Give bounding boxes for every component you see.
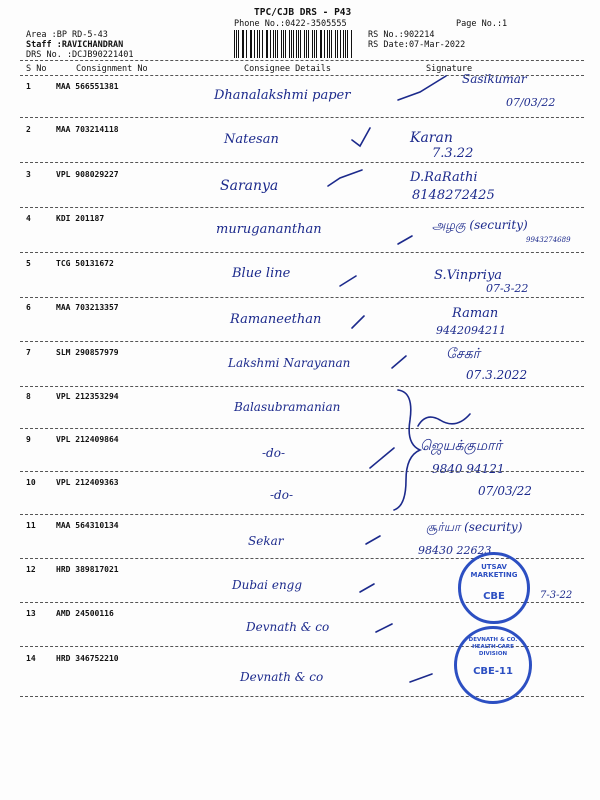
barcode-bar — [234, 30, 235, 58]
barcode-bar — [277, 30, 278, 58]
row-divider — [20, 162, 584, 163]
consignee-name: Dubai engg — [232, 578, 303, 592]
receiver-signature: Sasikumar — [462, 72, 527, 86]
barcode-bar — [281, 30, 282, 58]
consignee-name: -do- — [270, 488, 294, 502]
row-number: 14 — [26, 654, 36, 663]
phone-note: 8148272425 — [412, 188, 495, 203]
staff-label: Staff :RAVICHANDRAN — [26, 40, 124, 50]
tick-mark — [376, 624, 392, 632]
barcode-bar — [345, 30, 346, 58]
stamp-center-text: CBE — [483, 591, 505, 602]
consignment-number: VPL 212409363 — [56, 478, 119, 487]
row-number: 11 — [26, 521, 36, 530]
delivery-date-note: 7-3-22 — [540, 590, 573, 601]
tick-mark — [352, 316, 364, 328]
delivery-date-note: 07.3.2022 — [466, 368, 528, 382]
consignee-name: murugananthan — [216, 222, 322, 237]
delivery-date-note: 7.3.22 — [432, 146, 474, 161]
rs-date: RS Date:07-Mar-2022 — [368, 40, 466, 50]
delivery-date-note: 07/03/22 — [506, 96, 556, 109]
tick-mark — [352, 128, 370, 146]
consignee-name: -do- — [262, 446, 286, 460]
barcode-bar — [335, 30, 336, 58]
row-number: 3 — [26, 170, 31, 179]
consignee-name: Lakshmi Narayanan — [228, 356, 351, 370]
row-divider — [20, 514, 584, 515]
stamp-center-text: CBE-11 — [473, 666, 513, 677]
row-divider — [20, 207, 584, 208]
receiver-signature: S.Vinpriya — [434, 268, 503, 283]
row-divider — [20, 252, 584, 253]
consignee-name: Sekar — [248, 534, 284, 548]
consignee-name: Ramaneethan — [230, 312, 322, 327]
delivery-date-note: 07-3-22 — [486, 282, 529, 295]
bracket-brace — [394, 390, 420, 510]
row-number: 6 — [26, 303, 31, 312]
row-number: 8 — [26, 392, 31, 401]
row-number: 7 — [26, 348, 31, 357]
tick-mark — [340, 276, 356, 286]
barcode-bar — [337, 30, 338, 58]
row-number: 9 — [26, 435, 31, 444]
barcode-bar — [320, 30, 321, 58]
drs-number: DRS No. :DCJB90221401 — [26, 50, 134, 60]
row-number: 2 — [26, 125, 31, 134]
barcode-bar — [296, 30, 297, 58]
col-consignment: Consignment No — [76, 64, 148, 74]
receiver-signature: ஜெயக்குமார் — [420, 438, 502, 454]
consignee-name: Devnath & co — [246, 620, 330, 634]
barcode-bar — [327, 30, 328, 58]
col-consignee: Consignee Details — [244, 64, 331, 74]
rs-number: RS No.:902214 — [368, 30, 435, 40]
barcode — [234, 30, 352, 58]
header-divider — [20, 60, 584, 61]
tick-mark — [328, 170, 362, 186]
tick-mark — [360, 584, 374, 592]
phone-note: 9442094211 — [436, 324, 506, 337]
row-number: 13 — [26, 609, 36, 618]
row-divider — [20, 471, 584, 472]
col-sno: S No — [26, 64, 47, 74]
page-number: Page No.:1 — [456, 19, 508, 29]
consignment-number: SLM 290857979 — [56, 348, 119, 357]
row-divider — [20, 386, 584, 387]
consignment-number: VPL 212353294 — [56, 392, 119, 401]
sheet-title: TPC/CJB DRS - P43 — [254, 7, 352, 18]
phone-note: 98430 22623 — [418, 544, 492, 557]
tick-mark — [370, 448, 394, 468]
barcode-bar — [262, 30, 263, 58]
consignee-name: Balasubramanian — [234, 400, 341, 414]
consignment-number: TCG 50131672 — [56, 259, 114, 268]
row-divider — [20, 117, 584, 118]
delivery-date-note: 07/03/22 — [478, 484, 532, 498]
consignment-number: MAA 703213357 — [56, 303, 119, 312]
tick-mark — [398, 236, 412, 244]
consignment-number: HRD 389817021 — [56, 565, 119, 574]
barcode-bar — [254, 30, 255, 58]
consignee-name: Devnath & co — [240, 670, 324, 684]
row-number: 1 — [26, 82, 31, 91]
consignment-number: AMD 24500116 — [56, 609, 114, 618]
receiver-signature: D.RaRathi — [410, 170, 478, 185]
receiver-signature: சூர்யா (security) — [426, 520, 523, 534]
consignment-number: MAA 703214118 — [56, 125, 119, 134]
row-number: 12 — [26, 565, 36, 574]
consignee-name: Blue line — [232, 266, 291, 281]
stamp-ring-text: UTSAV MARKETING — [470, 563, 518, 579]
barcode-bar — [243, 30, 244, 58]
consignment-number: VPL 212409864 — [56, 435, 119, 444]
consignment-number: MAA 564310134 — [56, 521, 119, 530]
utsav-marketing-stamp — [458, 552, 530, 624]
row-number: 10 — [26, 478, 36, 487]
barcode-bar — [300, 30, 301, 58]
barcode-bar — [242, 30, 243, 58]
row-divider — [20, 297, 584, 298]
row-number: 5 — [26, 259, 31, 268]
tick-mark — [392, 356, 406, 368]
consignee-name: Natesan — [224, 132, 279, 147]
consignee-name: Dhanalakshmi paper — [214, 88, 351, 103]
receiver-signature: Raman — [452, 306, 499, 321]
receiver-signature: அழகு (security) — [432, 218, 528, 232]
receiver-signature: Karan — [410, 130, 453, 146]
consignment-number: MAA 566551381 — [56, 82, 119, 91]
barcode-bar — [270, 30, 271, 58]
consignment-number: KDI 201187 — [56, 214, 105, 223]
barcode-bar — [285, 30, 286, 58]
tick-mark — [398, 76, 446, 100]
consignee-name: Saranya — [220, 178, 279, 194]
barcode-bar — [257, 30, 258, 58]
signature-scribble — [418, 414, 470, 426]
row-number: 4 — [26, 214, 31, 223]
area-label: Area :BP RD-5-43 — [26, 30, 108, 40]
consignment-number: HRD 346752210 — [56, 654, 119, 663]
stamp-ring-text: DEVNATH & CO. HEALTH CARE DIVISION — [468, 637, 518, 657]
phone-note: 9840 94121 — [432, 462, 505, 476]
receiver-signature: சேகர் — [446, 346, 480, 362]
tick-mark — [366, 536, 380, 544]
phone-note: 9943274689 — [526, 236, 571, 244]
barcode-bar — [304, 30, 305, 58]
phone-number: Phone No.:0422-3505555 — [234, 19, 347, 29]
col-signature: Signature — [426, 64, 473, 74]
barcode-bar — [312, 30, 313, 58]
row-divider — [20, 341, 584, 342]
row-divider — [20, 428, 584, 429]
consignment-number: VPL 908029227 — [56, 170, 119, 179]
devnath-company-stamp — [454, 626, 532, 704]
tick-mark — [410, 674, 432, 682]
